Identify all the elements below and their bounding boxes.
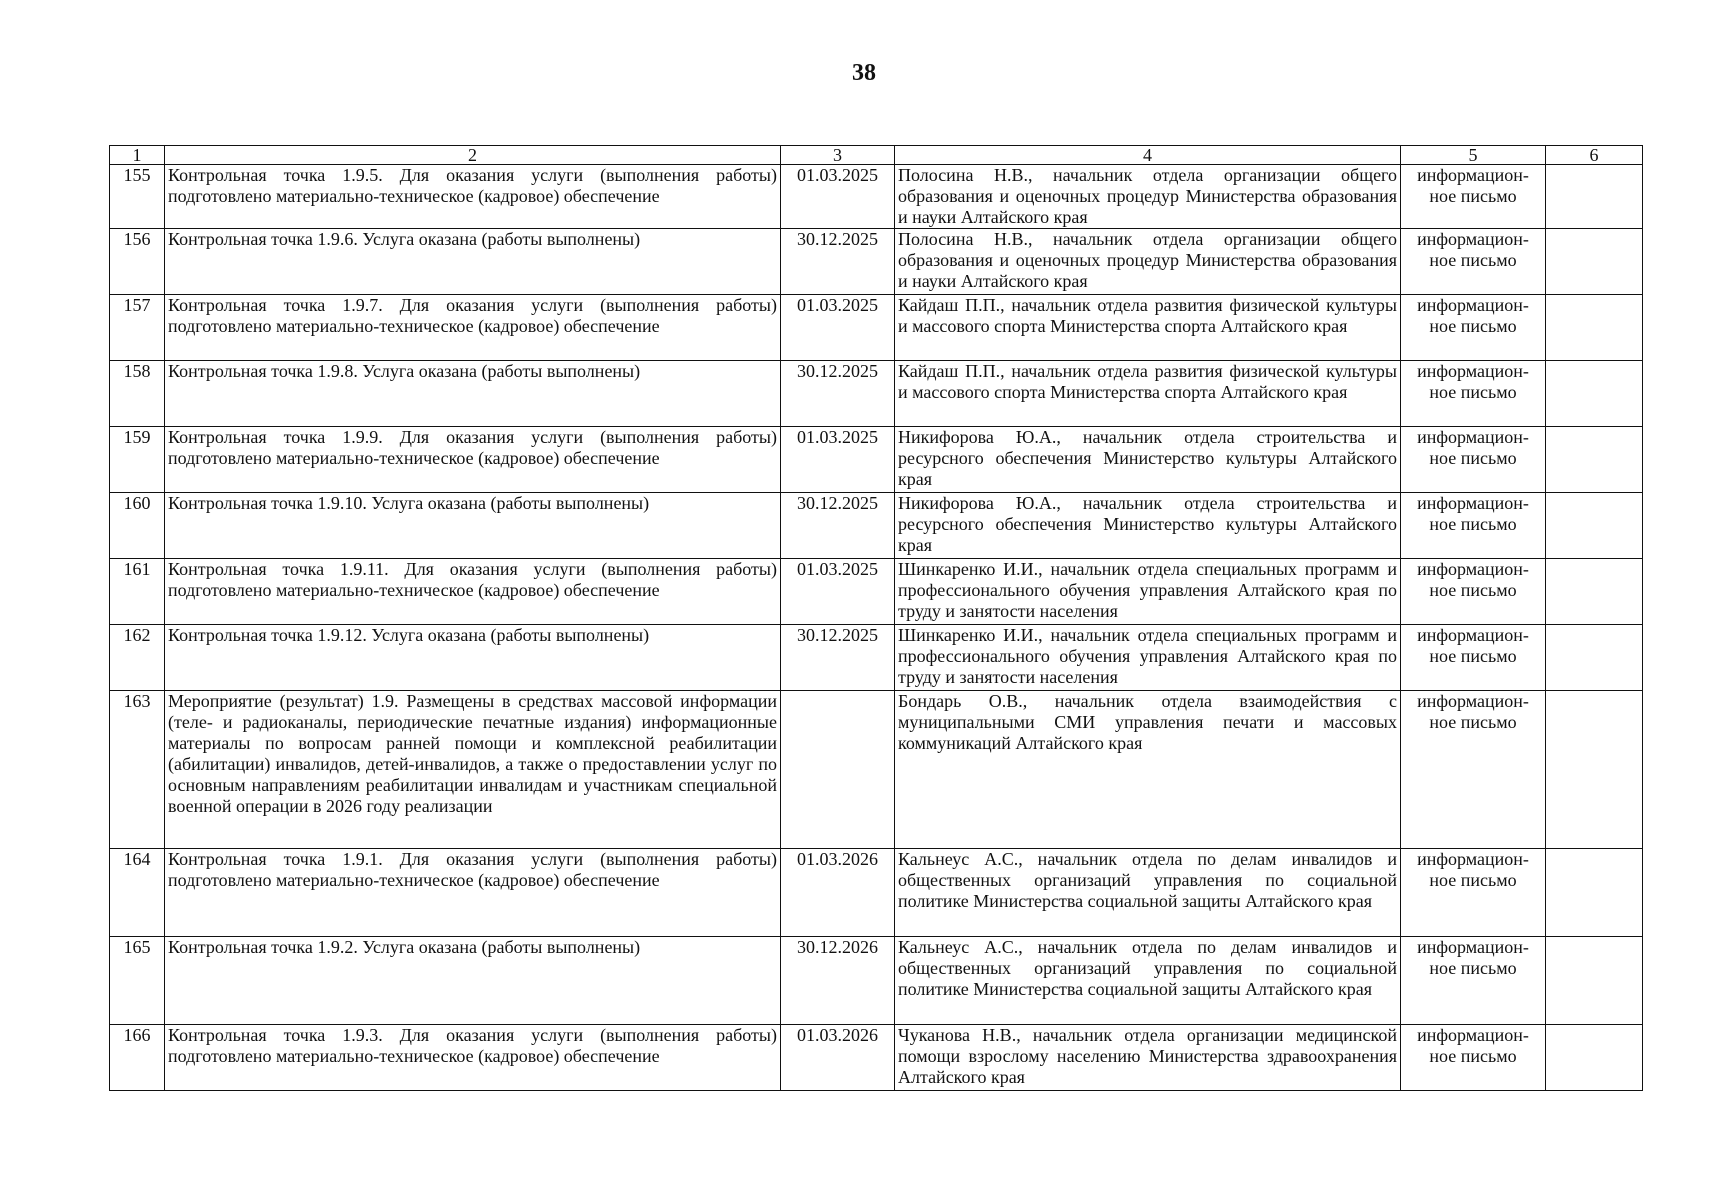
row-description: Контрольная точка 1.9.2. Услуга оказана (работы выполнены) [165,937,781,1025]
row-responsible: Кайдаш П.П., начальник отдела развития физической культуры и массового спорта Министерства спорта Алтайского края [895,361,1401,427]
column-header: 5 [1401,146,1546,165]
row-date: 01.03.2025 [781,165,895,229]
table-row [110,427,1643,493]
row-number: 156 [110,229,165,295]
row-document-type: информацион-ное письмо [1401,1025,1546,1091]
column-header: 6 [1546,146,1643,165]
row-number: 158 [110,361,165,427]
row-description: Контрольная точка 1.9.10. Услуга оказана (работы выполнены) [165,493,781,559]
row-description: Контрольная точка 1.9.9. Для оказания услуги (выполнения работы) подготовлено материально-техническое (кадровое) обеспечение [165,427,781,493]
row-responsible: Бондарь О.В., начальник отдела взаимодействия с муниципальными СМИ управления печати и массовых коммуникаций Алтайского края [895,691,1401,849]
row-description: Контрольная точка 1.9.6. Услуга оказана (работы выполнены) [165,229,781,295]
row-description: Контрольная точка 1.9.5. Для оказания услуги (выполнения работы) подготовлено материально-техническое (кадровое) обеспечение [165,165,781,229]
row-note [1546,849,1643,937]
row-number: 166 [110,1025,165,1091]
row-note [1546,691,1643,849]
row-number: 157 [110,295,165,361]
row-note [1546,295,1643,361]
row-document-type: информацион-ное письмо [1401,427,1546,493]
table-row [110,1025,1643,1091]
row-date [781,691,895,849]
page-number: 38 [852,60,876,86]
table-row [110,165,1643,229]
row-responsible: Кальнеус А.С., начальник отдела по делам инвалидов и общественных организаций управления по социальной политике Министерства социальной защиты Алтайского края [895,937,1401,1025]
row-number: 161 [110,559,165,625]
row-document-type: информацион-ное письмо [1401,361,1546,427]
row-document-type: информацион-ное письмо [1401,937,1546,1025]
row-note [1546,361,1643,427]
row-note [1546,1025,1643,1091]
row-description: Контрольная точка 1.9.11. Для оказания услуги (выполнения работы) подготовлено материально-техническое (кадровое) обеспечение [165,559,781,625]
row-number: 159 [110,427,165,493]
row-document-type: информацион-ное письмо [1401,165,1546,229]
row-responsible: Шинкаренко И.И., начальник отдела специальных программ и профессионального обучения управления Алтайского края по труду и занятости населения [895,559,1401,625]
row-responsible: Никифорова Ю.А., начальник отдела строительства и ресурсного обеспечения Министерство культуры Алтайского края [895,493,1401,559]
column-header: 3 [781,146,895,165]
row-document-type: информацион-ное письмо [1401,559,1546,625]
table-row [110,493,1643,559]
row-number: 165 [110,937,165,1025]
table-row [110,361,1643,427]
row-description: Мероприятие (результат) 1.9. Размещены в средствах массовой информации (теле- и радиоканалы, периодические печатные издания) информационные материалы по вопросам ранней помощи и комплексной реабилитации (абилитации) инвалидов, детей-инвалидов, а также о предоставлении услуг по основным направлениям реабилитации инвалидам и участникам специальной военной операции в 2026 году реализации [165,691,781,849]
row-note [1546,559,1643,625]
row-note [1546,493,1643,559]
row-document-type: информацион-ное письмо [1401,229,1546,295]
row-responsible: Полосина Н.В., начальник отдела организации общего образования и оценочных процедур Министерства образования и науки Алтайского края [895,229,1401,295]
table-row [110,937,1643,1025]
row-date: 01.03.2025 [781,427,895,493]
table-row [110,691,1643,849]
column-header: 1 [110,146,165,165]
row-date: 01.03.2025 [781,295,895,361]
row-number: 163 [110,691,165,849]
table-row [110,625,1643,691]
row-note [1546,427,1643,493]
row-note [1546,165,1643,229]
row-date: 01.03.2025 [781,559,895,625]
row-document-type: информацион-ное письмо [1401,295,1546,361]
row-date: 30.12.2025 [781,493,895,559]
row-date: 30.12.2026 [781,937,895,1025]
row-date: 30.12.2025 [781,229,895,295]
row-responsible: Никифорова Ю.А., начальник отдела строительства и ресурсного обеспечения Министерство культуры Алтайского края [895,427,1401,493]
row-number: 155 [110,165,165,229]
row-description: Контрольная точка 1.9.3. Для оказания услуги (выполнения работы) подготовлено материально-техническое (кадровое) обеспечение [165,1025,781,1091]
column-header: 4 [895,146,1401,165]
row-date: 01.03.2026 [781,1025,895,1091]
row-number: 162 [110,625,165,691]
row-responsible: Полосина Н.В., начальник отдела организации общего образования и оценочных процедур Министерства образования и науки Алтайского края [895,165,1401,229]
column-header: 2 [165,146,781,165]
row-document-type: информацион-ное письмо [1401,493,1546,559]
row-date: 30.12.2025 [781,361,895,427]
table-body [110,165,1643,1091]
row-document-type: информацион-ное письмо [1401,625,1546,691]
table-row [110,849,1643,937]
document-table [109,145,1643,1091]
table-row [110,559,1643,625]
row-document-type: информацион-ное письмо [1401,849,1546,937]
row-note [1546,937,1643,1025]
row-number: 160 [110,493,165,559]
row-responsible: Кальнеус А.С., начальник отдела по делам инвалидов и общественных организаций управления по социальной политике Министерства социальной защиты Алтайского края [895,849,1401,937]
row-description: Контрольная точка 1.9.8. Услуга оказана (работы выполнены) [165,361,781,427]
header-row [110,146,1643,165]
table-row [110,229,1643,295]
row-document-type: информацион-ное письмо [1401,691,1546,849]
row-date: 30.12.2025 [781,625,895,691]
row-responsible: Шинкаренко И.И., начальник отдела специальных программ и профессионального обучения управления Алтайского края по труду и занятости населения [895,625,1401,691]
row-description: Контрольная точка 1.9.12. Услуга оказана (работы выполнены) [165,625,781,691]
row-responsible: Кайдаш П.П., начальник отдела развития физической культуры и массового спорта Министерства спорта Алтайского края [895,295,1401,361]
row-number: 164 [110,849,165,937]
row-note [1546,625,1643,691]
row-description: Контрольная точка 1.9.7. Для оказания услуги (выполнения работы) подготовлено материально-техническое (кадровое) обеспечение [165,295,781,361]
table-row [110,295,1643,361]
row-date: 01.03.2026 [781,849,895,937]
row-responsible: Чуканова Н.В., начальник отдела организации медицинской помощи взрослому населению Министерства здравоохранения Алтайского края [895,1025,1401,1091]
row-description: Контрольная точка 1.9.1. Для оказания услуги (выполнения работы) подготовлено материально-техническое (кадровое) обеспечение [165,849,781,937]
row-note [1546,229,1643,295]
